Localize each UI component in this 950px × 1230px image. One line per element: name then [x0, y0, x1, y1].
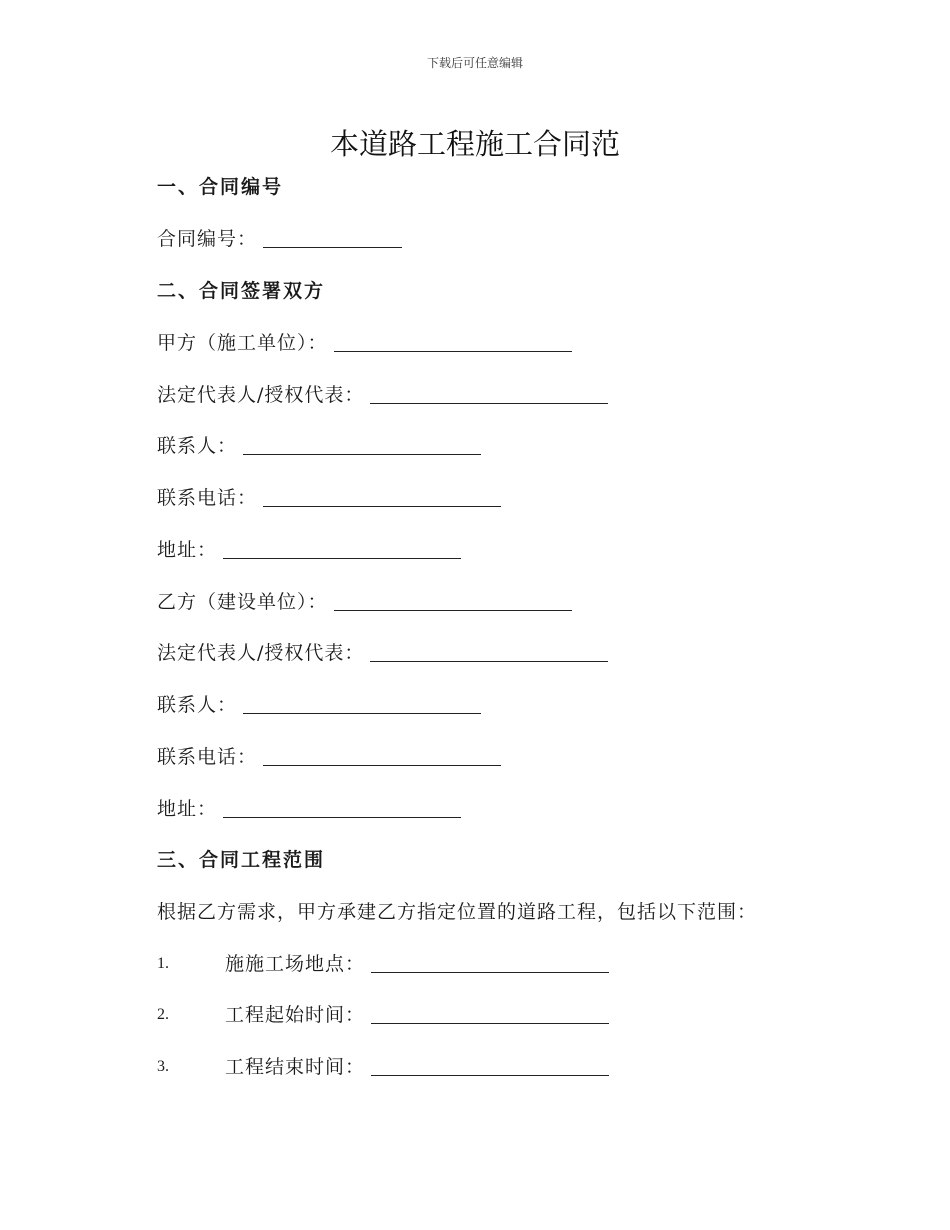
party-b-contact-row: [157, 693, 481, 717]
party-b-address-row: [157, 797, 461, 821]
list-item-label: 工程结束时间：: [225, 1056, 366, 1078]
party-a-contact-label: 联系人：: [157, 435, 238, 457]
party-b-address-label: 地址：: [157, 798, 218, 820]
section-2-heading-text: 二、合同签署双方: [157, 280, 326, 302]
scope-intro: [157, 900, 757, 924]
contract-number-row: [157, 227, 402, 251]
party-b-rep-blank[interactable]: [370, 643, 608, 662]
party-b-label: 乙方（建设单位）：: [157, 591, 328, 613]
end-date-blank[interactable]: [371, 1057, 609, 1076]
party-b-phone-row: [157, 745, 501, 769]
scope-intro-text: 根据乙方需求，甲方承建乙方指定位置的道路工程，包括以下范围：: [157, 901, 758, 923]
party-a-rep-label: 法定代表人/授权代表：: [157, 384, 365, 406]
party-b-contact-label: 联系人：: [157, 694, 238, 716]
party-b-row: [157, 590, 572, 614]
party-a-rep-row: [157, 383, 608, 407]
party-a-contact-row: [157, 434, 481, 458]
party-b-phone-blank[interactable]: [263, 747, 501, 766]
party-b-rep-row: [157, 641, 608, 665]
list-item: [157, 952, 609, 976]
party-b-rep-label: 法定代表人/授权代表：: [157, 642, 365, 664]
party-a-address-blank[interactable]: [223, 540, 461, 559]
list-item-label: 施施工场地点：: [225, 953, 366, 975]
site-location-blank[interactable]: [371, 954, 609, 973]
party-b-blank[interactable]: [334, 592, 572, 611]
section-1-heading-text: 一、合同编号: [157, 176, 284, 198]
party-a-phone-row: [157, 486, 501, 510]
party-a-phone-label: 联系电话：: [157, 487, 258, 509]
header-note: 下载后可任意编辑: [426, 56, 523, 70]
party-a-label: 甲方（施工单位）：: [157, 332, 328, 354]
party-a-contact-blank[interactable]: [243, 436, 481, 455]
list-item-number: 3.: [157, 1058, 169, 1075]
list-item-label: 工程起始时间：: [225, 1004, 366, 1026]
contract-number-label: 合同编号：: [157, 228, 258, 250]
section-3-heading-text: 三、合同工程范围: [157, 849, 326, 871]
party-b-phone-label: 联系电话：: [157, 746, 258, 768]
section-1-heading: [157, 175, 283, 199]
list-item-number: 2.: [157, 1006, 169, 1023]
section-2-heading: [157, 279, 325, 303]
party-b-address-blank[interactable]: [223, 799, 461, 818]
party-a-phone-blank[interactable]: [263, 488, 501, 507]
contract-number-blank[interactable]: [263, 229, 402, 248]
section-3-heading: [157, 848, 325, 872]
party-a-address-label: 地址：: [157, 539, 218, 561]
list-item: [157, 1003, 609, 1027]
party-b-contact-blank[interactable]: [243, 695, 481, 714]
list-item: [157, 1055, 609, 1079]
list-item-number: 1.: [157, 955, 169, 972]
party-a-row: [157, 331, 572, 355]
document-title: 本道路工程施工合同范: [329, 127, 620, 161]
party-a-blank[interactable]: [334, 333, 572, 352]
start-date-blank[interactable]: [371, 1005, 609, 1024]
party-a-address-row: [157, 538, 461, 562]
party-a-rep-blank[interactable]: [370, 385, 608, 404]
